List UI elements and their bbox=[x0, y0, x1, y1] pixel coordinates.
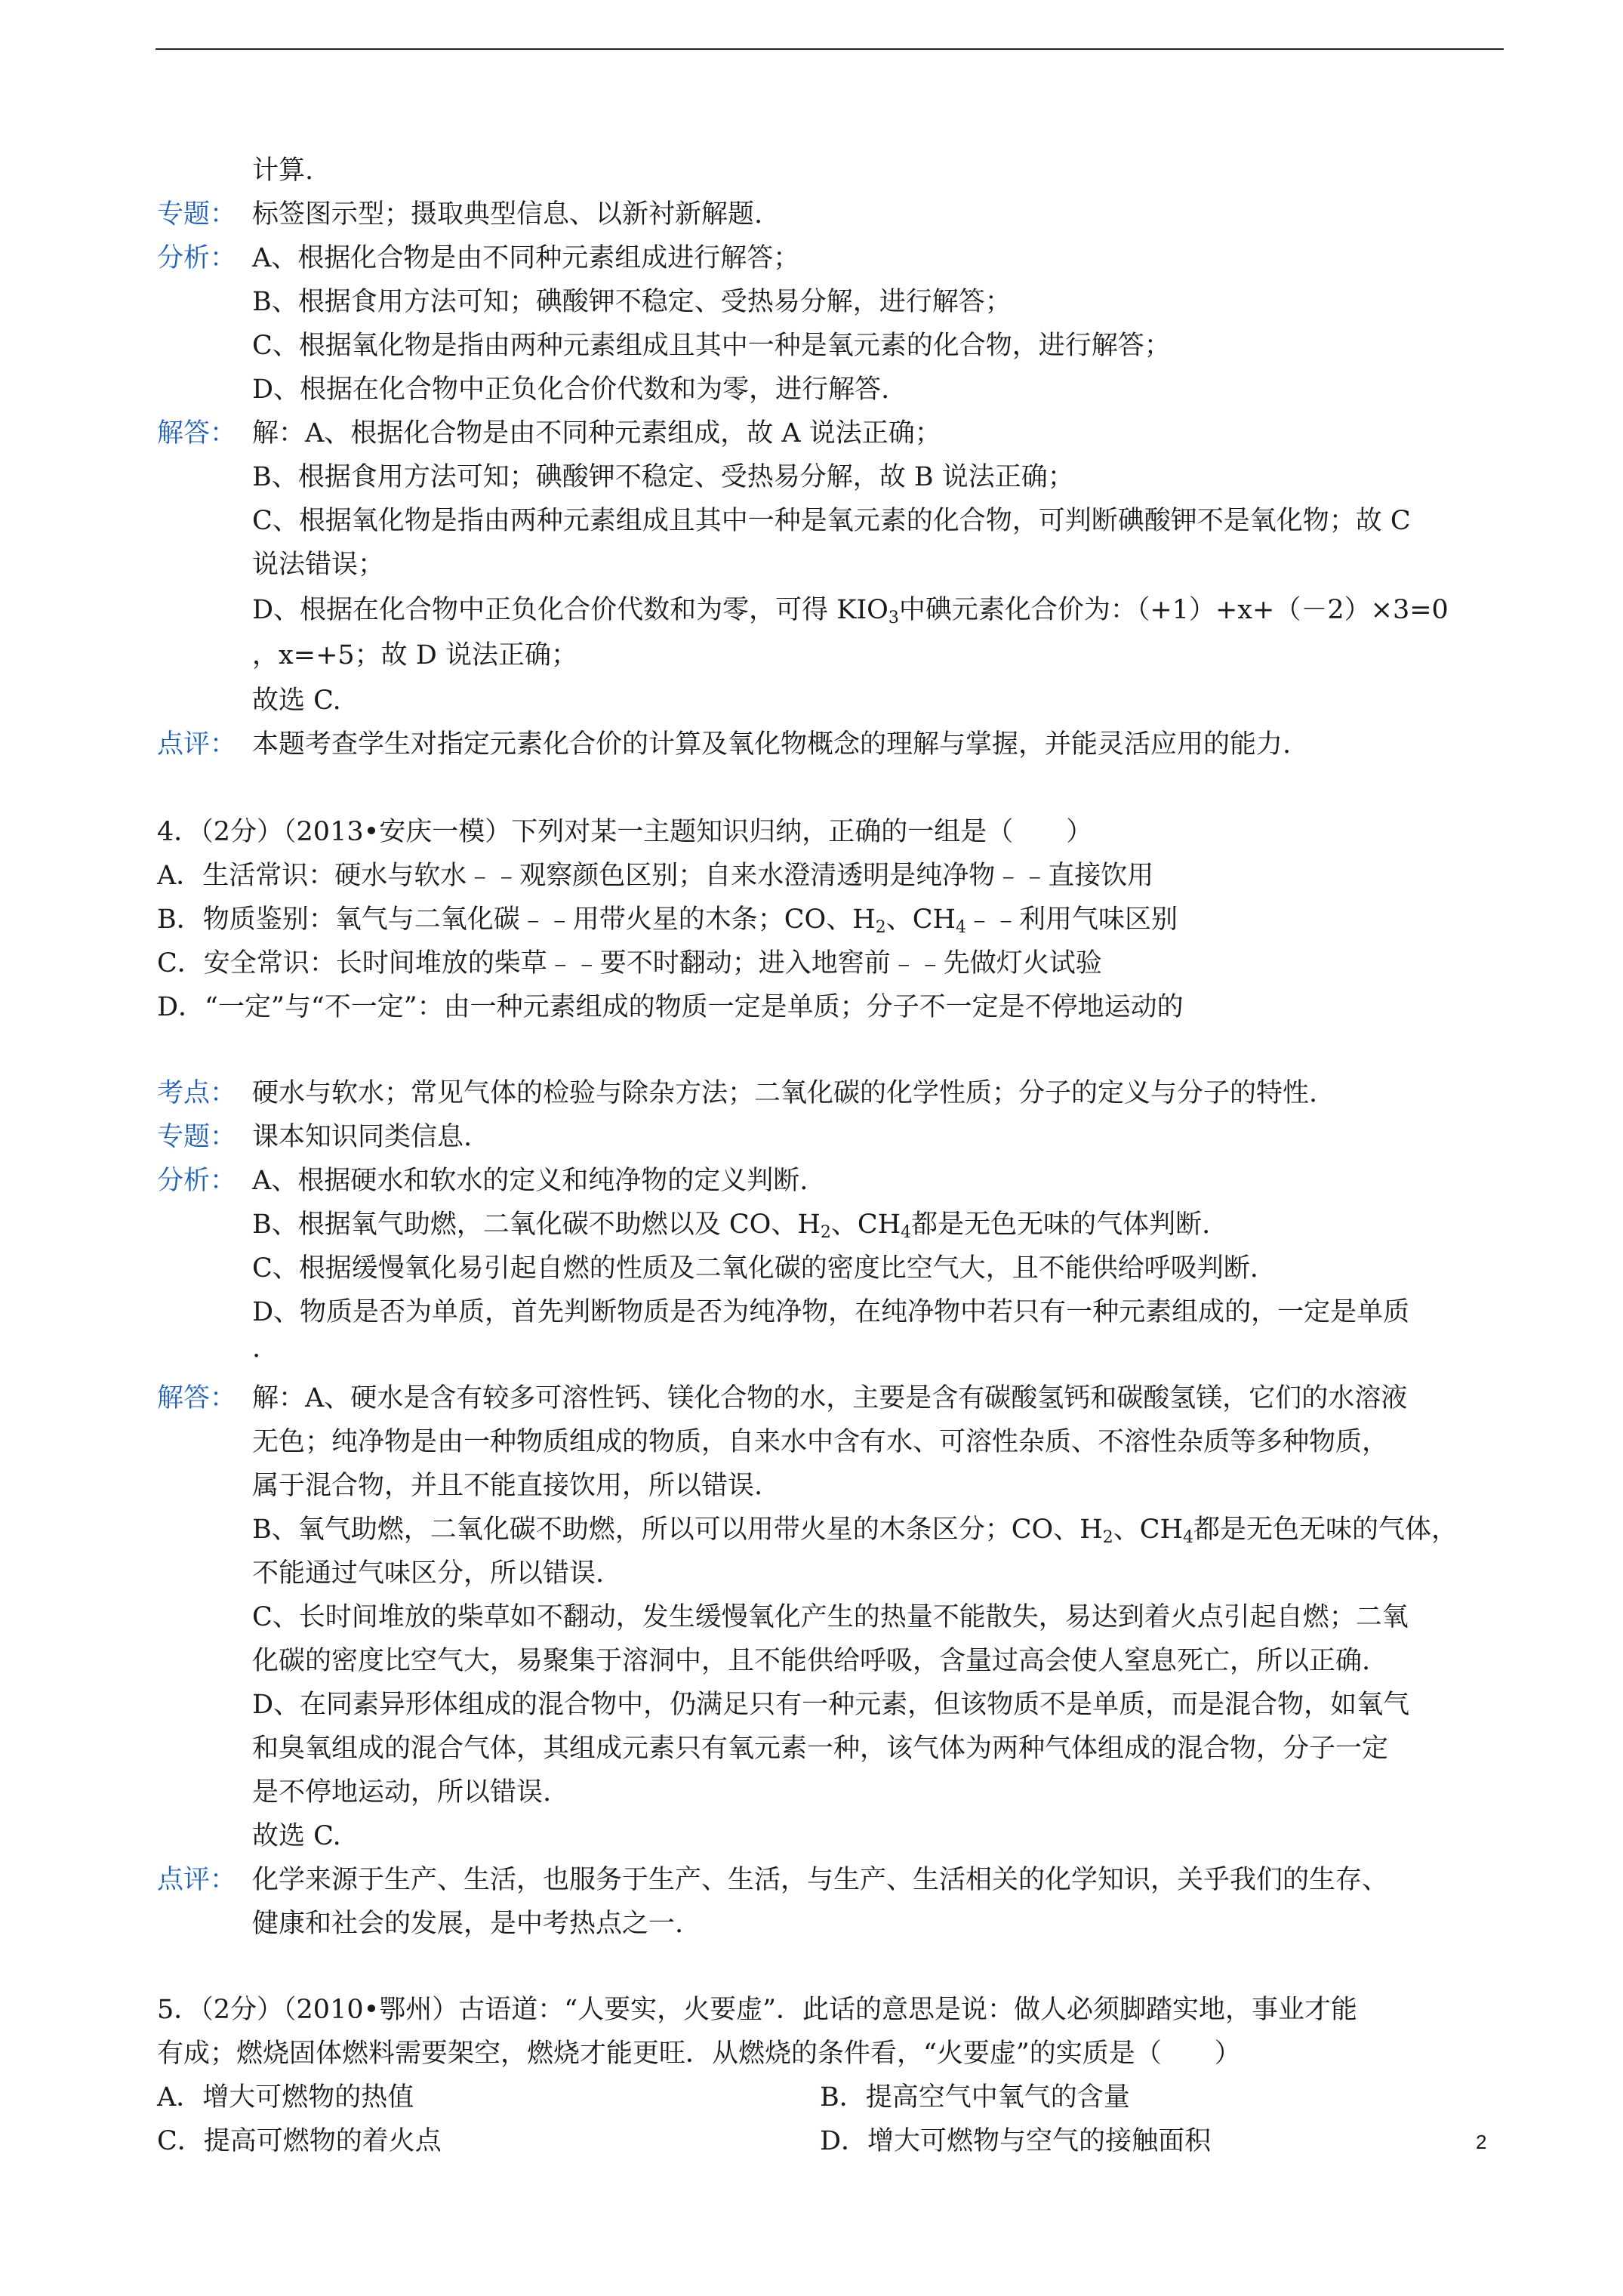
subscript: 2 bbox=[820, 1223, 831, 1242]
q4-fenxi-line bbox=[252, 1208, 1210, 1241]
q3-jieda-line: C、根据氧化物是指由两种元素组成且其中一种是氧元素的化合物，可判断碘酸钾不是氧化物；故 C bbox=[252, 506, 1411, 536]
q3-fenxi-line: D、根据在化合物中正负化合价代数和为零，进行解答. bbox=[252, 374, 890, 405]
q3-jieda-label: 解答： bbox=[157, 418, 237, 448]
text-run: ﹣﹣利用气味区别 bbox=[966, 905, 1178, 935]
q3-fenxi-line: A、根据化合物是由不同种元素组成进行解答； bbox=[252, 243, 800, 273]
q4-fenxi-line: A、根据硬水和软水的定义和纯净物的定义判断. bbox=[252, 1166, 808, 1196]
subscript: 4 bbox=[1183, 1528, 1194, 1547]
q4-jieda-line: 不能通过气味区分，所以错误. bbox=[252, 1558, 605, 1589]
q3-dianping-text: 本题考查学生对指定元素化合价的计算及氧化物概念的理解与掌握，并能灵活应用的能力. bbox=[252, 729, 1292, 760]
text-run: 、CH bbox=[830, 1210, 901, 1240]
q4-jieda-line: 无色；纯净物是由一种物质组成的物质，自来水中含有水、可溶性杂质、不溶性杂质等多种物质， bbox=[252, 1427, 1389, 1457]
q4-kaodian-text: 硬水与软水；常见气体的检验与除杂方法；二氧化碳的化学性质；分子的定义与分子的特性. bbox=[252, 1078, 1318, 1108]
subscript: 2 bbox=[1102, 1528, 1113, 1547]
q4-option-b bbox=[157, 903, 1178, 936]
text-run: 都是无色无味的气体， bbox=[1193, 1515, 1458, 1545]
q3-zhuanti-label: 专题： bbox=[157, 199, 237, 230]
q4-dianping-line: 化学来源于生产、生活，也服务于生产、生活，与生产、生活相关的化学知识，关乎我们的生存、 bbox=[252, 1865, 1389, 1895]
text-run: 中碘元素化合价为：（+1）+x+（－2）×3=0 bbox=[898, 595, 1449, 625]
q3-fenxi-label: 分析： bbox=[157, 243, 237, 273]
q4-jieda-line: 解：A、硬水是含有较多可溶性钙、镁化合物的水，主要是含有碳酸氢钙和碳酸氢镁，它们的水溶液 bbox=[252, 1383, 1408, 1413]
q4-zhuanti-label: 专题： bbox=[157, 1122, 237, 1152]
q4-jieda-line: 故选 C. bbox=[252, 1821, 341, 1851]
q3-jieda-line: B、根据食用方法可知；碘酸钾不稳定、受热易分解，故 B 说法正确； bbox=[252, 462, 1074, 492]
text-run: 、CH bbox=[1113, 1515, 1184, 1545]
subscript: 2 bbox=[875, 918, 886, 937]
text-run: 、CH bbox=[885, 905, 956, 935]
q4-option-c: C．安全常识：长时间堆放的柴草﹣﹣要不时翻动；进入地窖前﹣﹣先做灯火试验 bbox=[157, 948, 1102, 978]
q4-jieda-line: 和臭氧组成的混合气体，其组成元素只有氧元素一种，该气体为两种气体组成的混合物，分子一定 bbox=[252, 1734, 1389, 1764]
q4-fenxi-line: . bbox=[252, 1333, 261, 1364]
q5-option-b: B．提高空气中氧气的含量 bbox=[820, 2082, 1130, 2113]
q4-jieda-line: 属于混合物，并且不能直接饮用，所以错误. bbox=[252, 1471, 763, 1501]
q4-jieda-line: 化碳的密度比空气大，易聚集于溶洞中，且不能供给呼吸，含量过高会使人窒息死亡，所以正确. bbox=[252, 1646, 1371, 1676]
q3-zhuanti-text: 标签图示型；摄取典型信息、以新衬新解题. bbox=[252, 199, 763, 230]
q3-jieda-line: ，x=+5；故 D 说法正确； bbox=[252, 640, 577, 670]
q3-jieda-line bbox=[252, 593, 1449, 627]
q3-fenxi-line: C、根据氧化物是指由两种元素组成且其中一种是氧元素的化合物，进行解答； bbox=[252, 331, 1171, 361]
q4-jieda-line: C、长时间堆放的柴草如不翻动，发生缓慢氧化产生的热量不能散失，易达到着火点引起自燃；二氧 bbox=[252, 1602, 1409, 1632]
q4-option-a: A．生活常识：硬水与软水﹣﹣观察颜色区别；自来水澄清透明是纯净物﹣﹣直接饮用 bbox=[157, 861, 1154, 891]
q4-stem: 4．（2分）（2013•安庆一模）下列对某一主题知识归纳，正确的一组是（ ） bbox=[157, 817, 1093, 847]
q5-option-d: D．增大可燃物与空气的接触面积 bbox=[820, 2126, 1212, 2156]
q3-jieda-line: 解：A、根据化合物是由不同种元素组成，故 A 说法正确； bbox=[252, 418, 941, 448]
q3-jieda-line: 说法错误； bbox=[252, 550, 385, 580]
text-run: 都是无色无味的气体判断. bbox=[911, 1210, 1211, 1240]
q3-fenxi-line: B、根据食用方法可知；碘酸钾不稳定、受热易分解，进行解答； bbox=[252, 287, 1012, 317]
q4-dianping-label: 点评： bbox=[157, 1865, 237, 1895]
q3-dianping-label: 点评： bbox=[157, 729, 237, 760]
text-run: D、根据在化合物中正负化合价代数和为零，可得 KIO bbox=[252, 595, 888, 625]
q4-fenxi-line: C、根据缓慢氧化易引起自燃的性质及二氧化碳的密度比空气大，且不能供给呼吸判断. bbox=[252, 1253, 1258, 1284]
q5-option-c: C．提高可燃物的着火点 bbox=[157, 2126, 442, 2156]
subscript: 4 bbox=[956, 918, 967, 937]
q5-stem-line: 5．（2分）（2010•鄂州）古语道：“人要实，火要虚”．此话的意思是说：做人必须脚踏实地，事业才能 bbox=[157, 1995, 1358, 2025]
text-run: B．物质鉴别：氧气与二氧化碳﹣﹣用带火星的木条；CO、H bbox=[157, 905, 876, 935]
q4-kaodian-label: 考点： bbox=[157, 1078, 237, 1108]
q3-jieda-line: 故选 C. bbox=[252, 686, 341, 716]
q4-fenxi-label: 分析： bbox=[157, 1166, 237, 1196]
q5-stem-line: 有成；燃烧固体燃料需要架空，燃烧才能更旺．从燃烧的条件看，“火要虚”的实质是（ ） bbox=[157, 2039, 1241, 2069]
q4-jieda-line bbox=[252, 1513, 1458, 1546]
q3-cont-line: 计算. bbox=[252, 156, 314, 186]
q4-jieda-line: D、在同素异形体组成的混合物中，仍满足只有一种元素，但该物质不是单质，而是混合物，如氧气 bbox=[252, 1690, 1410, 1720]
q5-option-a: A．增大可燃物的热值 bbox=[157, 2082, 414, 2113]
text-run: B、氧气助燃，二氧化碳不助燃，所以可以用带火星的木条区分；CO、H bbox=[252, 1515, 1103, 1545]
subscript: 4 bbox=[901, 1223, 912, 1242]
q4-option-d: D．“一定”与“不一定”：由一种元素组成的物质一定是单质；分子不一定是不停地运动的 bbox=[157, 992, 1184, 1022]
subscript: 3 bbox=[888, 609, 899, 627]
q4-jieda-label: 解答： bbox=[157, 1383, 237, 1413]
q4-jieda-line: 是不停地运动，所以错误. bbox=[252, 1777, 552, 1808]
header-rule bbox=[156, 48, 1504, 50]
q4-dianping-line: 健康和社会的发展，是中考热点之一. bbox=[252, 1909, 684, 1939]
q4-fenxi-line: D、物质是否为单质，首先判断物质是否为纯净物，在纯净物中若只有一种元素组成的，一定是单质 bbox=[252, 1297, 1410, 1327]
q4-zhuanti-text: 课本知识同类信息. bbox=[252, 1122, 473, 1152]
text-run: B、根据氧气助燃，二氧化碳不助燃以及 CO、H bbox=[252, 1210, 821, 1240]
page-number: 2 bbox=[1476, 2131, 1487, 2153]
